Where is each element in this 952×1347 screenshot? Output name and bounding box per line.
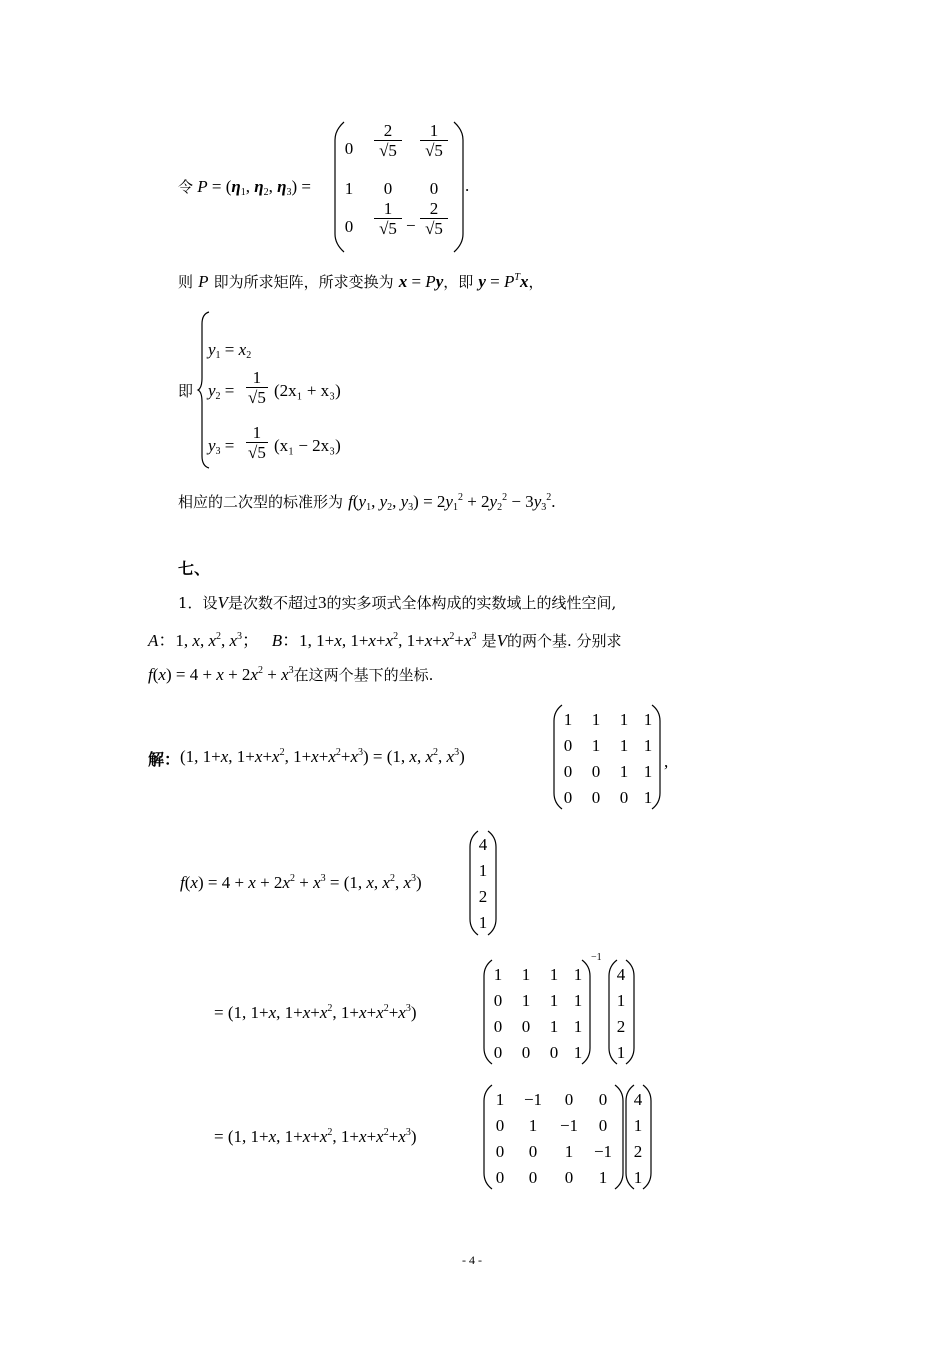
eq4-vector-cell: 1 [633,1116,643,1135]
system-eq3-coef-num: 1 [252,423,262,442]
eq1-matrix-cell: 1 [619,710,629,729]
solution-eq4-lhs: = (1, 1+x, $1+x+x^2$, $1+x+x^2+x^3$) [214,1127,417,1146]
problem-line1: 1．设V是次数不超过3的实多项式全体构成的实数域上的线性空间, [178,593,617,612]
eq4-matrix-cell: 0 [495,1142,505,1161]
eq4-matrix-cell: 1 [564,1142,574,1161]
matrix-p-cell: 0 [344,217,354,236]
system-eq2-coef [246,369,268,408]
coord-vector-cell: 1 [478,913,488,932]
eq3-matrix-cell: 1 [573,1017,583,1036]
eq4-matrix-cell: 0 [528,1142,538,1161]
system-eq2-lhs: $y_2$ = [208,381,235,402]
matrix-p-cell: 1 [344,179,354,198]
eq3-matrix-cell: 1 [549,965,559,984]
page-number: - 4 - [462,1253,482,1267]
eq3-matrix-cell: 1 [493,965,503,984]
eq1-matrix-cell: 0 [591,788,601,807]
matrix-p-right-paren [452,120,464,254]
eq3-matrix-cell: 0 [521,1017,531,1036]
matrix-p-cell: $\frac{1}{√5}$ [374,200,402,239]
system-eq2-coef-num: 1 [252,368,262,387]
matrix-p-cell: 0 [383,179,393,198]
matrix-p-trailing: . [465,176,470,195]
matrix-p-cell: $\frac{2}{√5}$ [374,122,402,161]
transform-line: 则 P 即为所求矩阵，所求变换为 x = Py，即 $y = P^Tx$， [178,272,544,291]
eq4-matrix-cell: 0 [495,1116,505,1135]
solution-eq1-trailing: , [664,752,669,771]
system-eq1: $y_1 = x_2$ [208,340,252,361]
eq1-matrix-cell: 1 [643,762,653,781]
eq3-vector-cell: 2 [616,1017,626,1036]
eq1-matrix-cell: 1 [643,710,653,729]
solution-eq3-lhs: = (1, 1+x, $1+x+x^2$, $1+x+x^2+x^3$) [214,1003,417,1022]
system-lead: 即 [178,382,194,400]
solution-eq1-lhs: (1, 1+x, $1+x+x^2$, $1+x+x^2+x^3) = (1$, x, $x^2$, $x^3$) [180,747,465,766]
system-eq2-coef-den: √5 [248,388,266,407]
eq4-matrix-cell: 0 [495,1168,505,1187]
coord-vector-cell: 2 [478,887,488,906]
eq3-matrix-cell: 1 [573,1043,583,1062]
section-title: 七、 [178,559,211,578]
eq3-matrix-cell: 1 [573,991,583,1010]
eq4-matrix-cell: 1 [528,1116,538,1135]
eq1-matrix-cell: 0 [619,788,629,807]
coord-vector-cell: 4 [478,835,488,854]
eq3-matrix-cell: 1 [573,965,583,984]
system-eq3-coef-den: √5 [248,443,266,462]
matrix-p-cell: 0 [429,179,439,198]
eq3-vector-cell: 1 [616,1043,626,1062]
eq4-matrix-cell: 1 [495,1090,505,1109]
eq1-matrix-cell: 1 [591,710,601,729]
inverse-exponent: −1 [591,952,602,963]
eq3-matrix-cell: 1 [521,965,531,984]
eq1-matrix-cell: 1 [591,736,601,755]
system-eq3-coef [246,424,268,463]
matrix-p-cell: 0 [344,139,354,158]
eq3-matrix-cell: 1 [549,991,559,1010]
standard-form: 相应的二次型的标准形为 $f(y_1$, $y_2$, $y_3) = 2y_1^2 + 2y_2^2 - 3y_3^2$. [178,492,556,513]
eq3-vector-cell: 1 [616,991,626,1010]
eq4-matrix-cell: 1 [598,1168,608,1187]
eq4-matrix-cell: −1 [559,1116,579,1135]
eq3-vector-cell: 4 [616,965,626,984]
eq4-matrix-cell: 0 [564,1090,574,1109]
eq4-matrix-cell: 0 [598,1090,608,1109]
eq4-matrix-cell: −1 [593,1142,613,1161]
system-eq2-rhs: (2x₁ + x₃) [274,381,341,400]
eq4-vector-cell: 1 [633,1168,643,1187]
eq1-matrix-cell: 1 [563,710,573,729]
system-eq3-lhs: $y_3$ = [208,436,235,457]
eq3-matrix-cell: 1 [521,991,531,1010]
eq1-matrix-cell: 0 [563,736,573,755]
solution-eq2-lhs: $f(x) = 4 + x + 2x^2 + x^3 = (1$, x, $x^2$, $x^3$) [180,873,422,892]
eq1-matrix-cell: 0 [591,762,601,781]
eq1-matrix-cell: 0 [563,762,573,781]
matrix-p-cell: − 2 √5 [420,200,448,239]
eq3-matrix-cell: 0 [549,1043,559,1062]
eq4-vector-cell: 4 [633,1090,643,1109]
solution-label: 解： [148,750,181,769]
eq1-matrix-cell: 0 [563,788,573,807]
eq3-matrix-cell: 0 [493,991,503,1010]
eq3-matrix-cell: 0 [521,1043,531,1062]
eq1-matrix-cell: 1 [643,788,653,807]
eq4-matrix-cell: −1 [523,1090,543,1109]
eq3-matrix-cell: 0 [493,1043,503,1062]
eq4-matrix-cell: 0 [598,1116,608,1135]
problem-line3: $f(x) = 4 + x + 2x^2 + x^3$在这两个基下的坐标. [148,665,434,684]
eq3-matrix-cell: 1 [549,1017,559,1036]
problem-line2: A：1, x, $x^2$, $x^3$； B：1, 1+x, $1+x+x^2$, $1+x+x^2+x^3$ 是V的两个基. 分别求 [148,631,622,650]
eq1-matrix-cell: 1 [619,762,629,781]
matrix-p-cell: $\frac{1}{√5}$ [420,122,448,161]
eq4-matrix-cell: 0 [564,1168,574,1187]
eq4-vector-cell: 2 [633,1142,643,1161]
eq1-matrix-cell: 1 [643,736,653,755]
system-eq3-rhs: (x₁ − 2x₃) [274,436,341,455]
eq3-matrix-cell: 0 [493,1017,503,1036]
matrix-p-lead: 令 $P = (\eta_1$, $\eta_2$, $\eta_3$) = [178,177,311,198]
eq1-matrix-cell: 1 [619,736,629,755]
coord-vector-cell: 1 [478,861,488,880]
eq4-matrix-cell: 0 [528,1168,538,1187]
